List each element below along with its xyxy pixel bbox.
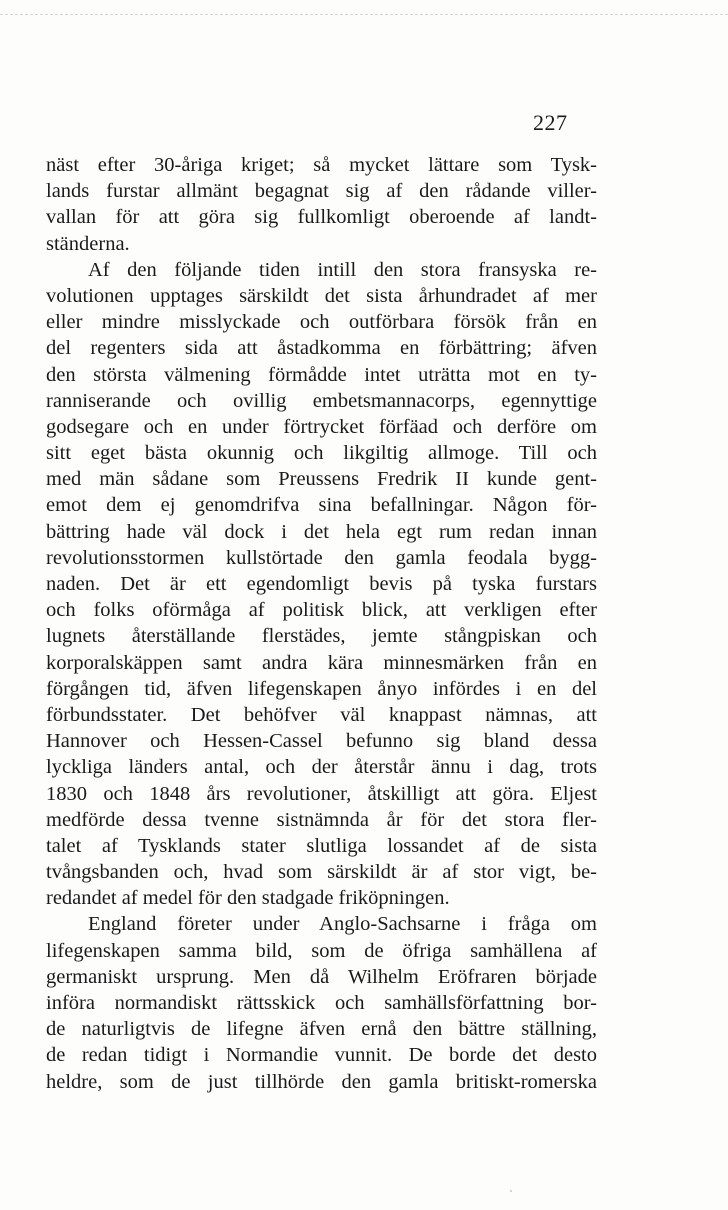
- text-line: lyckliga länders antal, och der återstår ännu i dag, trots: [46, 756, 597, 779]
- text-line: redandet af medel för den stadgade friköpningen.: [46, 887, 450, 910]
- text-line: talet af Tysklands stater slutliga lossandet af de sista: [46, 834, 597, 857]
- text-line: de redan tidigt i Normandie vunnit. De borde det desto: [46, 1044, 597, 1067]
- text-line: del regenters sida att åstadkomma en förbättring; äfven: [46, 337, 597, 360]
- text-line: tvångsbanden och, hvad som särskildt är af stor vigt, be-: [46, 861, 597, 884]
- text-line: förgången tid, äfven lifegenskapen ånyo infördes i en del: [46, 677, 597, 700]
- text-line: lifegenskapen samma bild, som de öfriga samhällena af: [46, 939, 597, 962]
- text-line: de naturligtvis de lifegne äfven ernå den bättre ställning,: [46, 1018, 597, 1041]
- text-line: vallan för att göra sig fullkomligt oberoende af landt-: [46, 206, 597, 229]
- page-top-edge: [0, 14, 728, 15]
- text-line: införa normandiskt rättsskick och samhällsförfattning bor-: [46, 992, 597, 1014]
- text-line: godsegare och en under förtrycket förfäad och derföre om: [46, 415, 597, 438]
- text-line: ranniserande och ovillig embetsmannacorps, egennyttige: [46, 389, 597, 412]
- text-line: revolutionsstormen kullstörtade den gamla feodala bygg-: [46, 546, 597, 569]
- text-line: sitt eget bästa okunnig och likgiltig allmoge. Till och: [46, 442, 597, 465]
- text-line: bättring hade väl dock i det hela egt rum redan innan: [46, 520, 597, 543]
- text-line: heldre, som de just tillhörde den gamla britiskt-romerska: [46, 1070, 597, 1093]
- paragraph-start-line: Af den följande tiden intill den stora fransyska re-: [88, 258, 597, 281]
- text-line: ständerna.: [46, 232, 130, 255]
- text-line: korporalskäppen samt andra kära minnesmärken från en: [46, 651, 597, 674]
- text-line: lugnets återställande flerstädes, jemte stångpiskan och: [46, 625, 597, 648]
- text-line: germaniskt ursprung. Men då Wilhelm Eröfraren började: [46, 965, 597, 988]
- paper-speck: [510, 1190, 512, 1192]
- text-line: medförde dessa tvenne sistnämnda år för det stora fler-: [46, 808, 597, 831]
- text-line: den största välmening förmådde intet uträtta mot en ty-: [46, 363, 597, 386]
- text-line: lands furstar allmänt begagnat sig af den rådande viller-: [46, 180, 597, 203]
- text-line: eller mindre misslyckade och outförbara försök från en: [46, 311, 597, 334]
- text-line: Hannover och Hessen-Cassel befunno sig bland dessa: [46, 730, 597, 753]
- text-line: och folks oförmåga af politisk blick, att verkligen efter: [46, 599, 597, 622]
- paragraph-start-line: England företer under Anglo-Sachsarne i fråga om: [88, 913, 597, 936]
- body-text: [46, 152, 597, 1095]
- text-line: 1830 och 1848 års revolutioner, åtskilligt att göra. Eljest: [46, 782, 597, 805]
- text-line: volutionen upptages särskildt det sista århundradet af mer: [46, 284, 597, 307]
- text-line: förbundsstater. Det behöfver väl knappast nämnas, att: [46, 703, 597, 726]
- page-number: 227: [533, 110, 568, 135]
- text-line: emot dem ej genomdrifva sina befallningar. Någon för-: [46, 494, 597, 517]
- text-line: naden. Det är ett egendomligt bevis på tyska furstars: [46, 573, 597, 595]
- text-line: med män sådane som Preussens Fredrik II kunde gent-: [46, 468, 597, 491]
- text-line: näst efter 30-åriga kriget; så mycket lättare som Tysk-: [46, 154, 597, 176]
